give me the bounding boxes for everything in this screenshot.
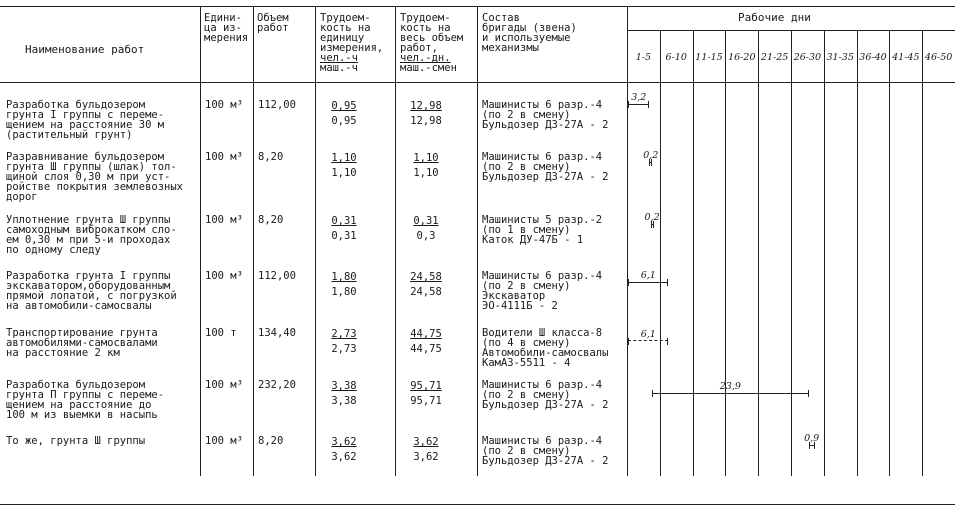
day-range-label: 46-50 <box>924 52 953 63</box>
col-rule-5 <box>477 6 478 476</box>
work-name: Разработка бульдозером грунта П группы с переме- щением на расстояние до 100 м из выемки в насыпь <box>6 379 165 421</box>
day-column-rule <box>758 30 759 476</box>
labor-unit-top: 2,73 <box>331 328 357 340</box>
labor-total-cell <box>397 380 455 407</box>
day-range-label: 36-40 <box>859 52 887 63</box>
day-column-rule <box>889 30 890 476</box>
crew-cell: Машинисты 6 разр.-4 (по 2 в смену) Бульдозер ДЗ-27А - 2 <box>482 99 609 131</box>
day-column-rule <box>693 30 694 476</box>
unit-cell: 100 м³ <box>205 270 243 282</box>
labor-unit-bottom: 1,80 <box>331 286 357 298</box>
labor-unit-bottom: 3,38 <box>331 395 357 407</box>
schedule-bar <box>652 381 809 394</box>
labor-unit-cell <box>316 152 372 179</box>
labor-unit-cell <box>316 436 372 463</box>
crew-cell: Машинисты 6 разр.-4 (по 2 в смену) Бульдозер ДЗ-27А - 2 <box>482 379 609 411</box>
header-labor-total-u1: чел.-дн. <box>400 52 451 64</box>
header-crew: Состав бригады (звена) и используемые механизмы <box>482 12 577 54</box>
unit-cell: 100 м³ <box>205 379 243 391</box>
schedule-bar <box>804 433 820 446</box>
labor-total-cell <box>397 152 455 179</box>
crew-cell: Машинисты 5 разр.-2 (по 1 в смену) Каток ДУ-47Б - 1 <box>482 214 603 246</box>
labor-total-top: 3,62 <box>413 436 439 448</box>
labor-total-bottom: 0,3 <box>416 230 436 242</box>
schedule-bar <box>643 150 659 163</box>
bar-end-tick <box>808 390 809 397</box>
header-labor-unit: Трудоем- кость на единицу измерения, <box>320 12 384 54</box>
work-name: Разработка бульдозером грунта I группы с переме- щением на расстояние 30 м (растительный грунт) <box>6 99 165 141</box>
col-rule-4 <box>395 6 396 476</box>
labor-total-cell <box>397 271 455 298</box>
work-name: Разработка грунта I группы экскаватором,оборудованным прямой лопатой, с погрузкой на автомобили-самосвалы <box>6 270 177 312</box>
volume-cell: 134,40 <box>258 327 296 339</box>
col-rule-6 <box>627 6 628 476</box>
duration-label: 23,9 <box>719 381 741 392</box>
work-name: Уплотнение грунта Ш группы самоходным виброкатком сло- ем 0,30 м при 5-и проходах по одному следу <box>6 214 177 256</box>
labor-unit-bottom: 1,10 <box>331 167 357 179</box>
labor-total-bottom: 95,71 <box>410 395 442 407</box>
day-column-rule <box>857 30 858 476</box>
bar-end-tick <box>648 101 649 108</box>
duration-label: 0,2 <box>644 212 660 223</box>
labor-unit-bottom: 3,62 <box>331 451 357 463</box>
day-range-label: 31-35 <box>826 52 854 63</box>
volume-cell: 8,20 <box>258 151 284 163</box>
bar-end-tick <box>667 279 668 286</box>
day-range-label: 16-20 <box>728 52 756 63</box>
header-working-days: Рабочие дни <box>738 11 811 24</box>
work-name: То же, грунта Ш группы <box>6 435 146 447</box>
unit-cell: 100 м³ <box>205 435 243 447</box>
col-rule-2 <box>253 6 254 476</box>
bar-start-tick <box>628 279 629 286</box>
bar-start-tick <box>628 101 629 108</box>
labor-total-top: 24,58 <box>410 271 442 283</box>
volume-cell: 8,20 <box>258 435 284 447</box>
labor-unit-bottom: 0,31 <box>331 230 357 242</box>
header-labor-unit-u1: чел.-ч <box>320 52 358 64</box>
labor-total-top: 12,98 <box>410 100 442 112</box>
day-range-label: 1-5 <box>635 52 652 63</box>
labor-total-bottom: 12,98 <box>410 115 442 127</box>
labor-unit-top: 0,31 <box>331 215 357 227</box>
col-rule-1 <box>200 6 201 476</box>
crew-cell: Машинисты 6 разр.-4 (по 2 в смену) Бульдозер ДЗ-27А - 2 <box>482 151 609 183</box>
labor-total-cell <box>397 328 455 355</box>
day-range-label: 11-15 <box>695 52 723 63</box>
crew-cell: Машинисты 6 разр.-4 (по 2 в смену) Бульдозер ДЗ-27А - 2 <box>482 435 609 467</box>
crew-cell: Машинисты 6 разр.-4 (по 2 в смену) Экскаватор ЭО-4111Б - 2 <box>482 270 603 312</box>
header-labor-unit-u2: маш.-ч <box>320 62 358 74</box>
day-range-label: 41-45 <box>892 52 920 63</box>
crew-cell: Водители Ш класса-8 (по 4 в смену) Автомобили-самосвалы КамАЗ-5511 - 4 <box>482 327 609 369</box>
labor-total-cell <box>397 215 455 242</box>
labor-unit-top: 3,38 <box>331 380 357 392</box>
labor-total-cell <box>397 100 455 127</box>
labor-unit-cell <box>316 100 372 127</box>
labor-unit-top: 1,10 <box>331 152 357 164</box>
day-range-label: 6-10 <box>665 52 687 63</box>
volume-cell: 112,00 <box>258 270 296 282</box>
day-column-rule <box>922 30 923 476</box>
day-range-label: 26-30 <box>793 52 822 63</box>
duration-label: 6,1 <box>640 270 656 281</box>
unit-cell: 100 м³ <box>205 99 243 111</box>
schedule-bar <box>628 92 649 105</box>
unit-cell: 100 м³ <box>205 151 243 163</box>
labor-total-bottom: 24,58 <box>410 286 442 298</box>
unit-cell: 100 м³ <box>205 214 243 226</box>
volume-cell: 8,20 <box>258 214 284 226</box>
labor-unit-bottom: 2,73 <box>331 343 357 355</box>
header-work-name: Наименование работ <box>25 43 145 56</box>
header-labor-total-u2: маш.-смен <box>400 62 457 74</box>
labor-unit-cell <box>316 215 372 242</box>
schedule-bar <box>628 270 668 283</box>
labor-unit-cell <box>316 328 372 355</box>
labor-unit-cell <box>316 380 372 407</box>
duration-label: 0,2 <box>643 150 659 161</box>
work-name: Транспортирование грунта автомобилями-самосвалами на расстояние 2 км <box>6 327 158 359</box>
labor-unit-top: 1,80 <box>331 271 357 283</box>
bar-start-tick <box>652 390 653 397</box>
labor-total-top: 95,71 <box>410 380 442 392</box>
header-unit: Едини- ца из- мерения <box>204 12 249 44</box>
labor-unit-top: 0,95 <box>331 100 357 112</box>
day-column-rule <box>660 30 661 476</box>
labor-total-bottom: 44,75 <box>410 343 442 355</box>
duration-label: 0,9 <box>804 433 820 444</box>
labor-total-bottom: 1,10 <box>413 167 439 179</box>
volume-cell: 112,00 <box>258 99 296 111</box>
day-range-label: 21-25 <box>760 52 789 63</box>
labor-total-cell <box>397 436 455 463</box>
header-labor-total: Трудоем- кость на весь объем работ, <box>400 12 464 54</box>
unit-cell: 100 т <box>205 327 237 339</box>
header-volume: Объем работ <box>257 12 289 34</box>
schedule-bar <box>644 212 660 225</box>
bar-end-tick <box>667 338 668 345</box>
labor-unit-cell <box>316 271 372 298</box>
labor-unit-top: 3,62 <box>331 436 357 448</box>
work-name: Разравнивание бульдозером грунта Ш группы (шлак) тол- щиной слоя 0,30 м при уст- ройстве покрытия землевозных дорог <box>6 151 184 203</box>
labor-total-top: 0,31 <box>413 215 439 227</box>
day-column-rule <box>725 30 726 476</box>
labor-unit-bottom: 0,95 <box>331 115 357 127</box>
day-column-rule <box>791 30 792 476</box>
labor-total-top: 44,75 <box>410 328 442 340</box>
bar-start-tick <box>628 338 629 345</box>
volume-cell: 232,20 <box>258 379 296 391</box>
duration-label: 3,2 <box>631 92 647 103</box>
duration-label: 6,1 <box>640 329 656 340</box>
labor-total-bottom: 3,62 <box>413 451 439 463</box>
rule-bottom <box>0 504 955 505</box>
schedule-bar <box>628 329 668 341</box>
labor-total-top: 1,10 <box>413 152 439 164</box>
day-column-rule <box>824 30 825 476</box>
